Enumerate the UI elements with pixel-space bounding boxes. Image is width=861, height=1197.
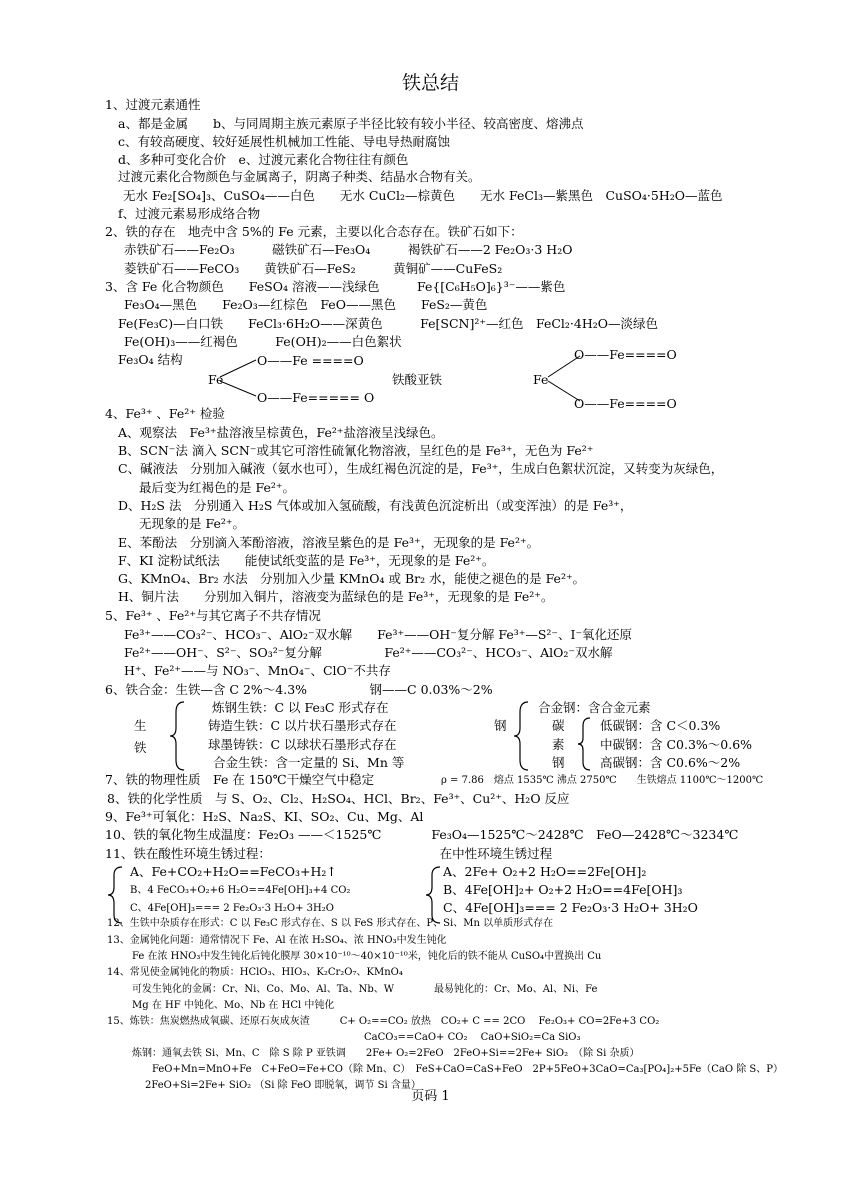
neutral-rust-b: B、4Fe[OH]₂+ O₂+2 H₂O==4Fe[OH]₃ (443, 882, 683, 897)
structure-label: 铁酸亚铁 (392, 372, 443, 387)
text-line: Fe²⁺——OH⁻、S²⁻、SO₃²⁻复分解 Fe²⁺——CO₃²⁻、HCO₃⁻、AlO₂⁻双水解 (124, 645, 613, 660)
left-structure-fe: Fe (208, 372, 224, 387)
acid-rust-b: B、4 FeCO₃+O₂+6 H₂O==4Fe[OH]₃+4 CO₂ (130, 885, 351, 896)
iron-item-1: 炼钢生铁：C 以 Fe₃C 形式存在 (212, 700, 389, 715)
acid-rust-brace (106, 865, 126, 925)
text-line: H、铜片法 分别加入铜片，溶液变为蓝绿色的是 Fe³⁺，无现象的是 Fe²⁺。 (118, 589, 554, 604)
text-line: c、有较高硬度、较好延展性机械加工性能、导电导热耐腐蚀 (118, 134, 451, 149)
text-line: Fe₃O₄ 结构 (118, 352, 183, 367)
text-line: a、都是金属 b、与同周期主族元素原子半径比较有较小半径、较高密度、熔沸点 (118, 116, 584, 131)
page-title: 铁总结 (401, 72, 459, 94)
neutral-rust-brace (424, 865, 444, 925)
iron-item-3: 球墨铸铁：C 以球状石墨形式存在 (208, 737, 397, 752)
left-lower-bond (220, 381, 256, 396)
neutral-rust-c: C、4Fe[OH]₃=== 2 Fe₂O₃·3 H₂O+ 3H₂O (443, 900, 698, 915)
right-structure-bottom: O——Fe====O (574, 396, 677, 411)
iron-item-4: 合金生铁：含一定量的 Si、Mn 等 (213, 755, 405, 770)
text-line: A、观察法 Fe³⁺盐溶液呈棕黄色，Fe²⁺盐溶液呈浅绿色。 (118, 425, 444, 440)
carbon-label-3: 钢 (552, 755, 565, 770)
text-line: Fe(Fe₃C)—白口铁 FeCl₃·6H₂O——深黄色 Fe[SCN]²⁺—红色 FeCl₂·4H₂O—淡绿色 (118, 316, 659, 331)
left-structure-bottom: O——Fe===== O (257, 390, 375, 405)
text-line: 菱铁矿石——FeCO₃ 黄铁矿石—FeS₂ 黄铜矿——CuFeS₂ (124, 261, 503, 276)
carbon-label-1: 碳 (552, 718, 565, 733)
text-line: f、过渡元素易形成络合物 (118, 206, 261, 221)
left-structure-top: O——Fe ====O (257, 353, 364, 368)
small-text-line: 12、生铁中杂质存在形式：C 以 Fe₃C 形式存在、S 以 FeS 形式存在、P、Si、Mn 以单质形式存在 (107, 918, 554, 929)
carbon-item-2: 中碳钢：含 C0.3%～0.6% (600, 737, 753, 752)
text-line: Fe₃O₄—黑色 Fe₂O₃—红棕色 FeO——黑色 FeS₂—黄色 (124, 297, 488, 312)
text-line: 5、Fe³⁺ 、Fe²⁺与其它离子不共存情况 (105, 608, 321, 623)
fe3o4-structure-diagram (0, 0, 861, 420)
text-line: 无现象的是 Fe²⁺。 (139, 516, 245, 531)
text-line: 7、铁的物理性质 Fe 在 150℃干燥空气中稳定 (105, 772, 375, 787)
small-text-line: 2FeO+Si=2Fe+ SiO₂ （Si 除 FeO 即脱氧，调节 Si 含量） (145, 1080, 421, 1091)
text-line: 2、铁的存在 地壳中含 5%的 Fe 元素，主要以化合态存在。铁矿石如下： (105, 224, 523, 239)
acid-rust-a: A、Fe+CO₂+H₂O==FeCO₃+H₂↑ (130, 864, 337, 879)
text-line: F、KI 淀粉试纸法 能使试纸变蓝的是 Fe³⁺，无现象的是 Fe²⁺。 (118, 553, 495, 568)
text-line: Fe(OH)₃——红褐色 Fe(OH)₂——白色絮状 (124, 334, 402, 349)
carbon-label-2: 素 (552, 737, 565, 752)
text-line: 11、铁在酸性环境生锈过程： 在中性环境生锈过程 (105, 846, 553, 861)
text-line: B、SCN⁻法 滴入 SCN⁻或其它可溶性硫氰化物溶液，呈红色的是 Fe³⁺，无色为 Fe²⁺ (118, 443, 594, 458)
alloy-steel: 合金钢：含合金元素 (538, 700, 651, 715)
small-text-line: 可发生钝化的金属：Cr、Ni、Co、Mo、Al、Ta、Nb、W 最易钝化的：Cr、Mo、Al、Ni、Fe (132, 984, 598, 995)
iron-item-2: 铸造生铁：C 以片状石墨形式存在 (208, 718, 397, 733)
text-line: D、H₂S 法 分别通入 H₂S 气体或加入氢硫酸，有浅黄色沉淀析出（或变浑浊）的是 Fe³⁺， (118, 498, 633, 513)
small-text-line: Mg 在 HF 中钝化、Mo、Nb 在 HCl 中钝化 (132, 1000, 335, 1011)
text-line: 最后变为红褐色的是 Fe²⁺。 (139, 480, 295, 495)
small-text-line: FeO+Mn=MnO+Fe C+FeO=Fe+CO（除 Mn、C） FeS+CaO=CaS+FeO 2P+5FeO+3CaO=Ca₃[PO₄]₂+5Fe（CaO 除 S、P） (152, 1064, 783, 1075)
text-line: 4、Fe³⁺ 、Fe²⁺ 检验 (105, 406, 225, 421)
text-line: G、KMnO₄、Br₂ 水法 分别加入少量 KMnO₄ 或 Br₂ 水，能使之褪色的是 Fe²⁺。 (118, 571, 586, 586)
text-line: 6、铁合金：生铁—含 C 2%～4.3% 钢——C 0.03%～2% (105, 682, 493, 697)
right-structure-fe: Fe (533, 372, 549, 387)
iron-label-1: 生 (134, 718, 147, 733)
carbon-item-1: 低碳钢：含 C＜0.3% (600, 718, 721, 733)
text-line: 赤铁矿石——Fe₂O₃ 磁铁矿石—Fe₃O₄ 褐铁矿石——2 Fe₂O₃·3 H₂O (124, 242, 573, 257)
small-text-line: 15、炼铁：焦炭燃热成氧碳、还原石灰成灰渣 C+ O₂==CO₂ 放热 CO₂+ C == 2CO Fe₂O₃+ CO=2Fe+3 CO₂ (107, 1016, 660, 1027)
text-line: H⁺、Fe²⁺——与 NO₃⁻、MnO₄⁻、ClO⁻不共存 (124, 663, 391, 678)
text-line: 3、含 Fe 化合物颜色 FeSO₄ 溶液——浅绿色 Fe{[C₆H₅O]₆}³⁻——紫色 (105, 279, 566, 294)
left-upper-bond (220, 360, 256, 377)
page-footer: 页码 1 (411, 1089, 450, 1104)
carbon-item-3: 高碳钢：含 C0.6%～2% (600, 755, 741, 770)
text-line: d、多种可变化合价 e、过渡元素化合物往往有颜色 (118, 152, 409, 167)
steel-label: 钢 (494, 718, 507, 733)
text-line: 10、铁的氧化物生成温度：Fe₂O₃ ——＜1525℃ Fe₃O₄—1525℃～2428℃ FeO—2428℃～3234℃ (105, 827, 739, 842)
small-text-line: Fe 在浓 HNO₃中发生钝化后钝化膜厚 30×10⁻¹⁰～40×10⁻¹⁰米，钝化后的铁不能从 CuSO₄中置换出 Cu (132, 951, 602, 962)
small-text-line: CaCO₃==CaO+ CO₂ CaO+SiO₂=Ca SiO₃ (364, 1032, 581, 1043)
iron-brace (168, 700, 188, 772)
small-text-line: 炼钢：通氧去铁 Si、Mn、C 除 S 除 P 亚铁调 2Fe+ O₂=2FeO 2FeO+Si==2Fe+ SiO₂ （除 Si 杂质） (132, 1048, 640, 1059)
text-line: 9、Fe³⁺可氧化：H₂S、Na₂S、KI、SO₂、Cu、Mg、Al (105, 809, 424, 824)
physical-props: ρ = 7.86 熔点 1535℃ 沸点 2750℃ 生铁熔点 1100℃～1200℃ (441, 775, 764, 786)
iron-label-2: 铁 (134, 740, 147, 755)
text-line: C、碱液法 分别加入碱液（氨水也可），生成红褐色沉淀的是，Fe³⁺，生成白色絮状沉淀，又转变为灰绿色， (118, 461, 724, 476)
text-line: 无水 Fe₂[SO₄]₃、CuSO₄——白色 无水 CuCl₂—棕黄色 无水 FeCl₃—紫黑色 CuSO₄·5H₂O—蓝色 (123, 188, 723, 203)
small-text-line: 13、金属钝化问题：通常情况下 Fe、Al 在浓 H₂SO₄、浓 HNO₃中发生钝化 (107, 935, 447, 946)
text-line: 1、过渡元素通性 (105, 97, 201, 112)
text-line: 过渡元素化合物颜色与金属离子，阴离子种类、结晶水合物有关。 (118, 169, 481, 184)
text-line: Fe³⁺——CO₃²⁻、HCO₃⁻、AlO₂⁻双水解 Fe³⁺——OH⁻复分解 Fe³⁺—S²⁻、I⁻氧化还原 (124, 627, 633, 642)
steel-brace (512, 700, 532, 772)
neutral-rust-a: A、2Fe+ O₂+2 H₂O==2Fe[OH]₂ (443, 864, 647, 879)
small-text-line: 14、常见使金属钝化的物质：HClO₃、HIO₃、K₂Cr₂O₇、KMnO₄ (107, 967, 403, 978)
acid-rust-c: C、4Fe[OH]₃=== 2 Fe₂O₃·3 H₂O+ 3H₂O (130, 903, 334, 914)
right-structure-top: O——Fe====O (574, 347, 677, 362)
text-line: 8、铁的化学性质 与 S、O₂、Cl₂、H₂SO₄、HCl、Br₂、Fe³⁺、Cu²⁺、H₂O 反应 (107, 791, 570, 806)
carbon-steel-brace (576, 716, 594, 772)
text-line: E、苯酚法 分别滴入苯酚溶液，溶液呈紫色的是 Fe³⁺，无现象的是 Fe²⁺。 (118, 535, 540, 550)
